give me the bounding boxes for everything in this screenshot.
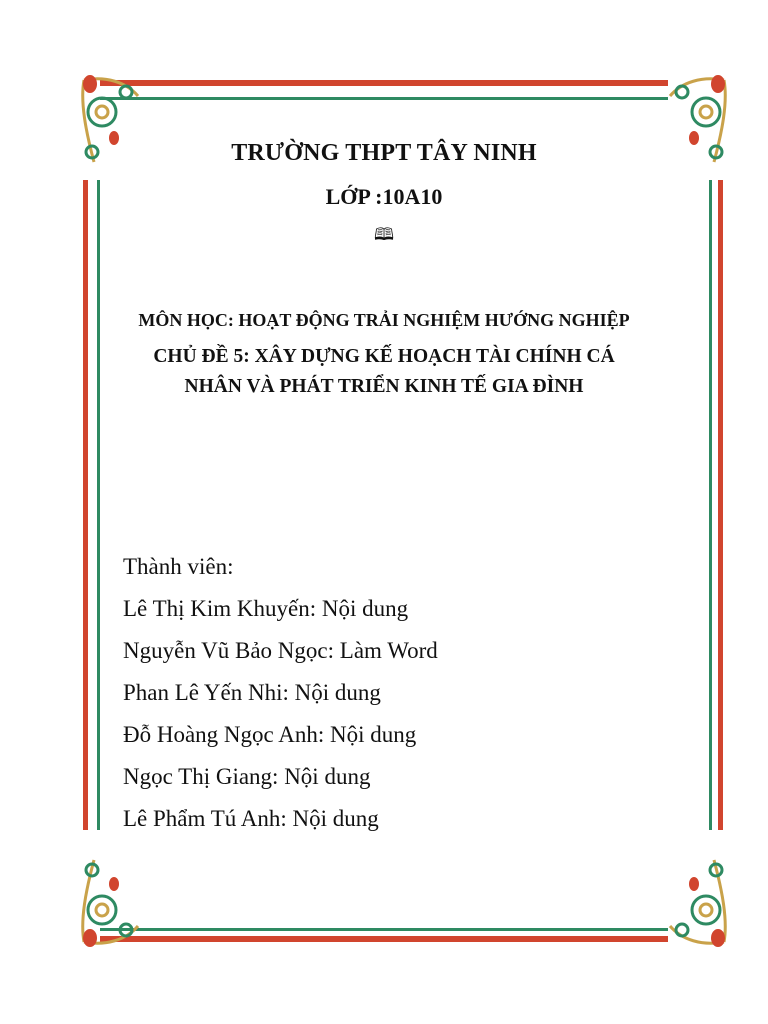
border-bottom-green xyxy=(100,928,668,931)
member-item: Lê Phẩm Tú Anh: Nội dung xyxy=(123,806,379,831)
corner-ornament-bottom-right xyxy=(658,840,732,950)
border-left-red xyxy=(83,180,88,830)
member-item: Ngọc Thị Giang: Nội dung xyxy=(123,764,371,789)
school-name: TRƯỜNG THPT TÂY NINH xyxy=(231,140,537,166)
member-item: Nguyễn Vũ Bảo Ngọc: Làm Word xyxy=(123,638,438,663)
topic-title-line1: CHỦ ĐỀ 5: XÂY DỰNG KẾ HOẠCH TÀI CHÍNH CÁ xyxy=(153,346,615,367)
book-icon: 🕮 xyxy=(373,225,395,244)
member-item: Lê Thị Kim Khuyến: Nội dung xyxy=(123,596,409,621)
topic-title-line2: NHÂN VÀ PHÁT TRIỂN KINH TẾ GIA ĐÌNH xyxy=(184,376,584,397)
border-top-red xyxy=(100,80,668,86)
members-heading: Thành viên: xyxy=(123,554,234,579)
border-right-green xyxy=(709,180,712,830)
member-item: Đỗ Hoàng Ngọc Anh: Nội dung xyxy=(123,722,417,747)
border-right-red xyxy=(718,180,723,830)
class-label: LỚP :10A10 xyxy=(325,184,443,209)
border-top-green xyxy=(100,97,668,100)
border-left-green xyxy=(97,180,100,830)
corner-ornament-bottom-left xyxy=(76,840,150,950)
member-item: Phan Lê Yến Nhi: Nội dung xyxy=(123,680,381,705)
members-section xyxy=(123,546,438,840)
border-bottom-red xyxy=(100,936,668,942)
subject-title: MÔN HỌC: HOẠT ĐỘNG TRẢI NGHIỆM HƯỚNG NGHIỆP xyxy=(138,310,630,330)
